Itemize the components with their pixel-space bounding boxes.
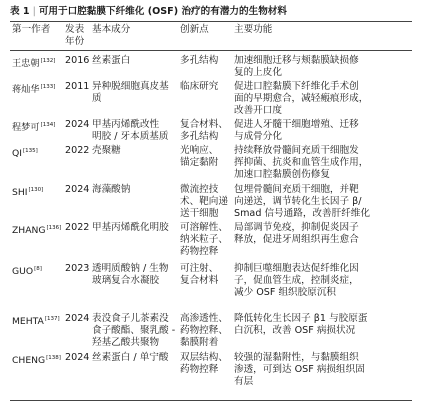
reference-marker: [136] xyxy=(46,225,62,231)
author-cell: SHI[130] xyxy=(12,187,44,198)
year-cell: 2024 xyxy=(65,313,90,324)
function-cell: 抑制巨噬细胞表达促纤维化因 子，促血管生成，控制炎症， 减少 OSF 组织胶原沉积 xyxy=(234,263,359,298)
table-header-rule xyxy=(10,50,412,51)
function-cell: 促进人牙髓干细胞增殖、迁移 与成骨分化 xyxy=(234,119,359,142)
composition-cell: 甲基丙烯酰化明胶 xyxy=(92,222,169,233)
reference-marker: [8] xyxy=(34,266,42,272)
innovation-cell: 光响应、 锚定黏附 xyxy=(180,145,219,168)
composition-cell: 透明质酸钠 / 生物 玻璃复合水凝胶 xyxy=(92,263,169,286)
function-cell: 降低转化生长因子 β1 与胶原蛋 白沉积，改善 OSF 病损状况 xyxy=(234,313,368,336)
table-title: 可用于口腔黏膜下纤维化 (OSF) 治疗的有潜力的生物材料 xyxy=(38,6,287,17)
composition-cell: 甲基丙烯酰改性 明胶 / 牙本质基质 xyxy=(92,119,169,142)
year-cell: 2022 xyxy=(65,222,90,233)
author-cell: ZHANG[136] xyxy=(12,225,62,236)
reference-marker: [135] xyxy=(22,148,38,154)
innovation-cell: 临床研究 xyxy=(180,81,219,92)
composition-cell: 异种脱细胞真皮基 质 xyxy=(92,81,169,104)
header-author: 第一作者 xyxy=(12,24,51,35)
author-cell: QI[135] xyxy=(12,148,38,159)
author-cell: MEHTA[137] xyxy=(12,316,60,327)
author-cell: 王忠朝[132] xyxy=(12,58,56,69)
caption-separator: | xyxy=(32,6,36,17)
header-year: 发表 年份 xyxy=(65,24,85,47)
innovation-cell: 复合材料、 多孔结构 xyxy=(180,119,228,142)
year-cell: 2024 xyxy=(65,184,90,195)
header-composition: 基本成分 xyxy=(92,24,131,35)
innovation-cell: 可注射、 复合材料 xyxy=(180,263,219,286)
composition-cell: 丝素蛋白 xyxy=(92,55,131,66)
author-cell: 蒋灿华[133] xyxy=(12,84,56,95)
author-cell: GUO[8] xyxy=(12,266,42,277)
innovation-cell: 可溶解性、 纳米粒子、 药物控释 xyxy=(180,222,228,257)
composition-cell: 壳聚糖 xyxy=(92,145,121,156)
year-cell: 2023 xyxy=(65,263,90,274)
reference-marker: [138] xyxy=(46,355,61,361)
year-cell: 2016 xyxy=(65,55,90,66)
function-cell: 包埋骨髓间充质干细胞，并靶 向递送，调节转化生长因子 β/ Smad 信号通路，改善肝纤维化 xyxy=(234,184,370,219)
header-innovation: 创新点 xyxy=(180,24,209,35)
header-function: 主要功能 xyxy=(234,24,273,35)
year-cell: 2011 xyxy=(65,81,90,92)
composition-cell: 丝素蛋白 / 单宁酸 xyxy=(92,352,169,363)
author-cell: 程梦可[134] xyxy=(12,122,56,133)
reference-marker: [133] xyxy=(40,84,56,90)
innovation-cell: 高渗透性、 药物控释、 黏膜附着 xyxy=(180,313,228,348)
innovation-cell: 双层结构、 药物控释 xyxy=(180,352,228,375)
reference-marker: [137] xyxy=(44,316,60,322)
reference-marker: [132] xyxy=(40,58,56,64)
function-cell: 局部调节免疫，抑制促炎因子 释放，促进牙周组织再生愈合 xyxy=(234,222,359,245)
reference-marker: [130] xyxy=(28,187,44,193)
function-cell: 持续释放骨髓间充质干细胞发 挥抑菌、抗炎和血管生成作用， 加速口腔黏膜创伤修复 xyxy=(234,145,369,180)
year-cell: 2024 xyxy=(65,352,90,363)
reference-marker: [134] xyxy=(40,122,56,128)
function-cell: 促进口腔黏膜下纤维化手术创 面的早期愈合，减轻瘢痕形成， 改善开口度 xyxy=(234,81,369,116)
table-label: 表 1 xyxy=(10,6,30,17)
year-cell: 2022 xyxy=(65,145,90,156)
table-caption xyxy=(10,4,414,20)
function-cell: 加速细胞迁移与颊黏膜缺损修 复的上皮化 xyxy=(234,55,359,78)
year-cell: 2024 xyxy=(65,119,90,130)
author-cell: CHENG[138] xyxy=(12,355,61,366)
composition-cell: 海藻酸钠 xyxy=(92,184,131,195)
table-top-rule xyxy=(10,21,412,22)
innovation-cell: 多孔结构 xyxy=(180,55,219,66)
table-bottom-rule xyxy=(10,400,412,401)
innovation-cell: 微流控技 术、靶向递 送干细胞 xyxy=(180,184,228,219)
function-cell: 较强的湿黏附性，与黏膜组织 渗透，可到达 OSF 病损组织固 有层 xyxy=(234,352,365,387)
composition-cell: 表没食子儿茶素没 食子酸酯、聚乳酸 - 羟基乙酸共聚物 xyxy=(92,313,176,348)
